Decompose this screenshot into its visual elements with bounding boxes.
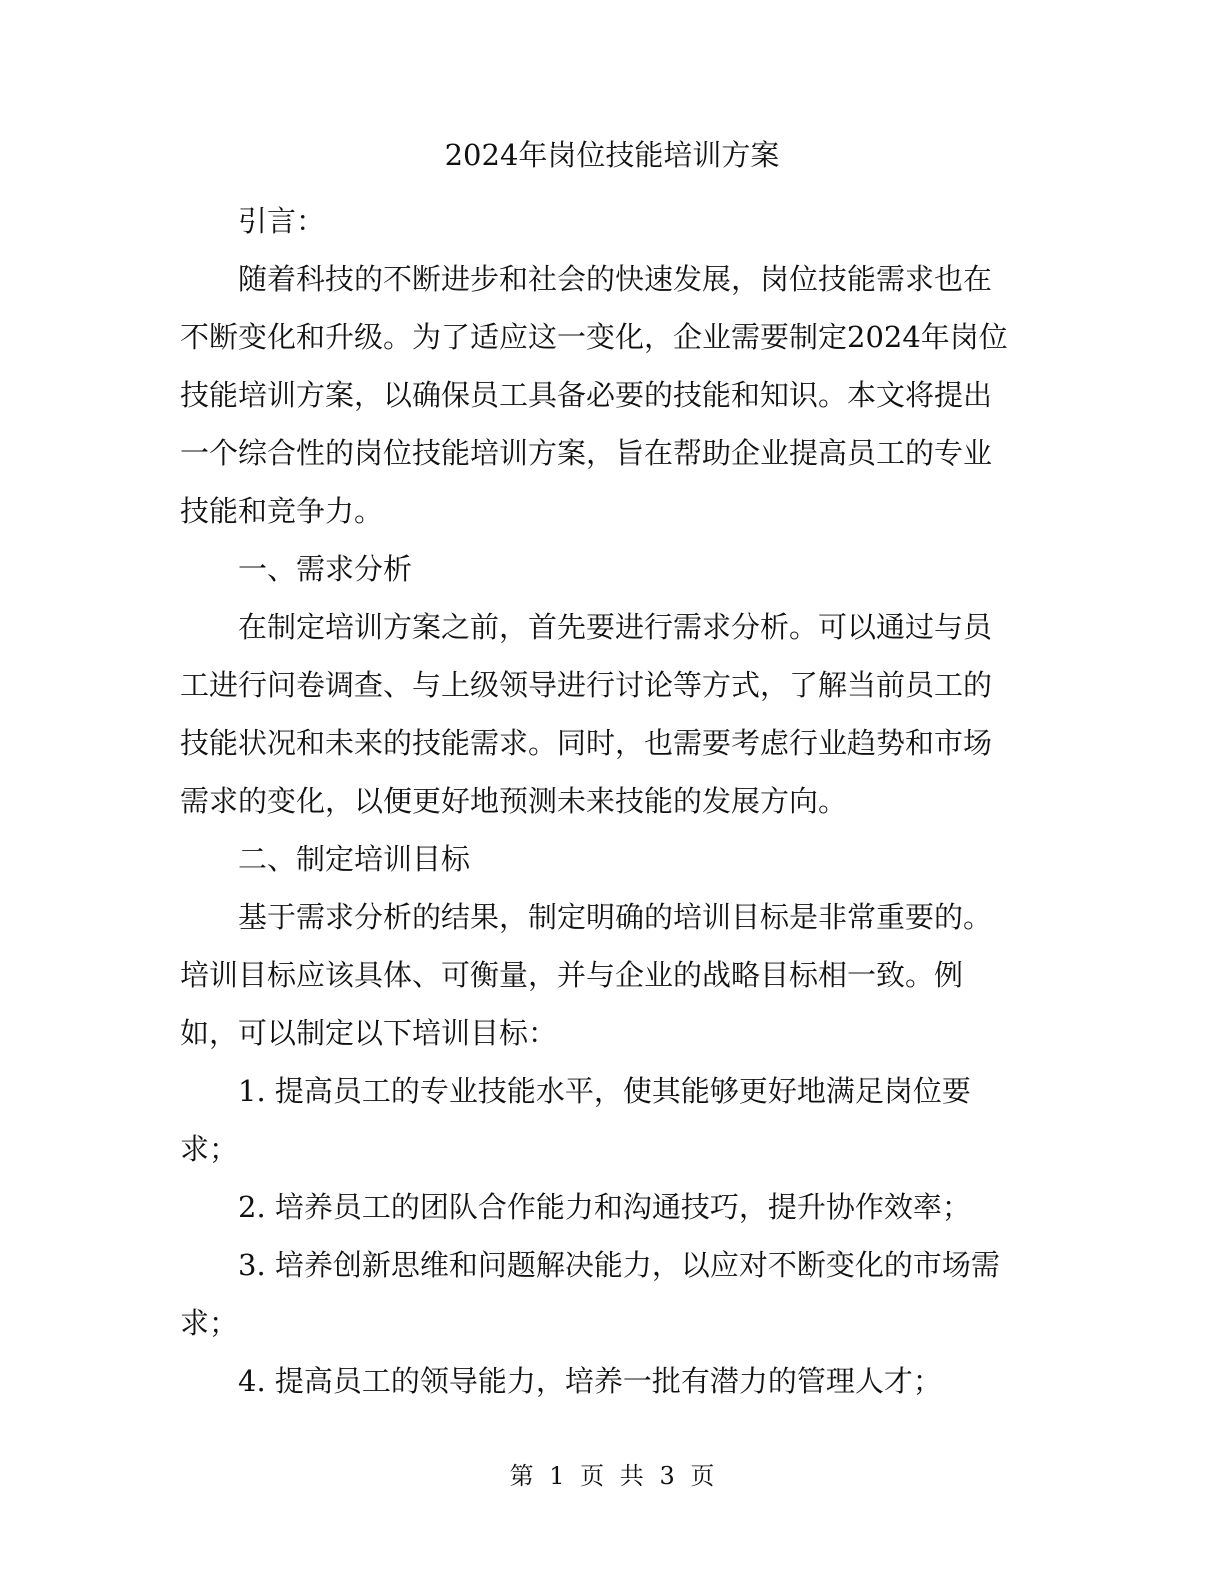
list-item-continuation: 求； xyxy=(180,1306,239,1340)
paragraph-line: 如，可以制定以下培训目标： xyxy=(180,1016,558,1050)
section-heading: 一、需求分析 xyxy=(238,552,413,586)
paragraph-line: 需求的变化，以便更好地预测未来技能的发展方向。 xyxy=(180,784,848,818)
list-item-continuation: 求； xyxy=(180,1132,239,1166)
list-item: 4. 提高员工的领导能力，培养一批有潜力的管理人才； xyxy=(238,1364,942,1398)
paragraph-line: 随着科技的不断进步和社会的快速发展，岗位技能需求也在 xyxy=(238,262,993,296)
document-body xyxy=(180,192,1040,1410)
paragraph-line: 技能和竞争力。 xyxy=(180,494,384,528)
paragraph-line: 在制定培训方案之前，首先要进行需求分析。可以通过与员 xyxy=(238,610,993,644)
list-item: 1. 提高员工的专业技能水平，使其能够更好地满足岗位要 xyxy=(238,1074,971,1108)
paragraph-line: 技能状况和未来的技能需求。同时，也需要考虑行业趋势和市场 xyxy=(180,726,993,760)
document-title: 2024年岗位技能培训方案 xyxy=(444,138,780,172)
paragraph-line: 技能培训方案，以确保员工具备必要的技能和知识。本文将提出 xyxy=(180,378,993,412)
paragraph-line: 不断变化和升级。为了适应这一变化，企业需要制定2024年岗位 xyxy=(180,320,1008,354)
section-heading: 二、制定培训目标 xyxy=(238,842,471,876)
page-footer: 第 1 页 共 3 页 xyxy=(509,1462,715,1490)
paragraph-line: 一个综合性的岗位技能培训方案，旨在帮助企业提高员工的专业 xyxy=(180,436,993,470)
list-item: 3. 培养创新思维和问题解决能力，以应对不断变化的市场需 xyxy=(238,1248,1000,1282)
paragraph-line: 基于需求分析的结果，制定明确的培训目标是非常重要的。 xyxy=(238,900,993,934)
list-item: 2. 培养员工的团队合作能力和沟通技巧，提升协作效率； xyxy=(238,1190,971,1224)
paragraph-line: 工进行问卷调查、与上级领导进行讨论等方式，了解当前员工的 xyxy=(180,668,993,702)
intro-heading: 引言： xyxy=(238,204,326,238)
paragraph-line: 培训目标应该具体、可衡量，并与企业的战略目标相一致。例 xyxy=(180,958,964,992)
